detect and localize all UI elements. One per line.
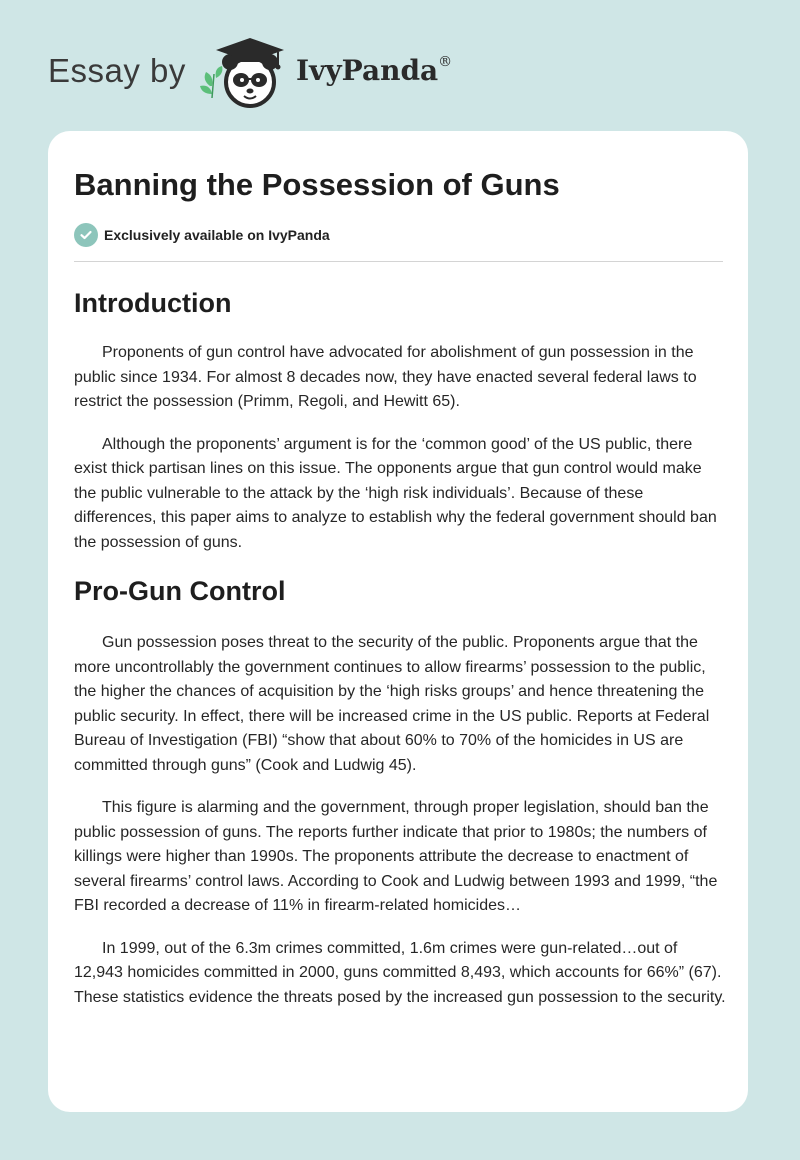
- brand-prefix: Essay by: [48, 52, 186, 89]
- title-divider: [74, 261, 723, 262]
- section-heading: Pro-Gun Control: [74, 576, 286, 606]
- article-title: Banning the Possession of Guns: [74, 167, 560, 202]
- paragraph: Gun possession poses threat to the security of the public. Proponents argue that the more uncontrollably the government continues to allow firearms’ possession to the public, the higher the chances of acquisition by the ‘high risks groups’ and hence threatening the public security. In effect, there will be increased crime in the US public. Reports at Federal Bureau of Investigation (FBI) “show that about 60% to 70% of the homicides in US are committed through guns” (Cook and Ludwig 45).: [74, 634, 710, 774]
- section-introduction: [74, 281, 726, 555]
- article-card: [48, 131, 748, 1112]
- site-header: [0, 0, 800, 130]
- article-body: [74, 281, 726, 1010]
- paragraph: In 1999, out of the 6.3m crimes committed, 1.6m crimes were gun-related…out of 12,943 homicides committed in 2000, guns committed 8,493, which accounts for 66%” (67). These statistics evidence the threats posed by the increased gun possession to the security.: [74, 939, 726, 1006]
- section-heading: Introduction: [74, 288, 232, 318]
- registered-mark: ®: [438, 53, 453, 70]
- brand-name-text: IvyPanda: [296, 54, 439, 87]
- paragraph: Although the proponents’ argument is for the ‘common good’ of the US public, there exist thick partisan lines on this issue. The opponents argue that gun control would make the public vulnerable to the attack by the ‘high risk individuals’. Because of these differences, this paper aims to analyze to establish why the federal government should ban the possession of guns.: [74, 435, 717, 551]
- paragraph: Proponents of gun control have advocated for abolishment of gun possession in the public since 1934. For almost 8 decades now, they have enacted several federal laws to restrict the possession (Primm, Regoli, and Hewitt 65).: [74, 344, 697, 410]
- section-pro-gun-control: [74, 569, 726, 1010]
- paragraph: This figure is alarming and the government, through proper legislation, should ban the public possession of guns. The reports further indicate that prior to 1980s; the numbers of killings were higher than 1990s. The proponents attribute the decrease to enactment of several firearms’ control laws. According to Cook and Ludwig between 1993 and 1999, “the FBI recorded a decrease of 11% in firearm-related homicides…: [74, 799, 718, 914]
- check-circle-icon: [74, 223, 98, 247]
- panda-graduate-icon: [198, 34, 290, 112]
- brand-name: [296, 54, 452, 87]
- exclusive-badge: [74, 222, 330, 248]
- exclusive-badge-text: Exclusively available on IvyPanda: [104, 227, 330, 243]
